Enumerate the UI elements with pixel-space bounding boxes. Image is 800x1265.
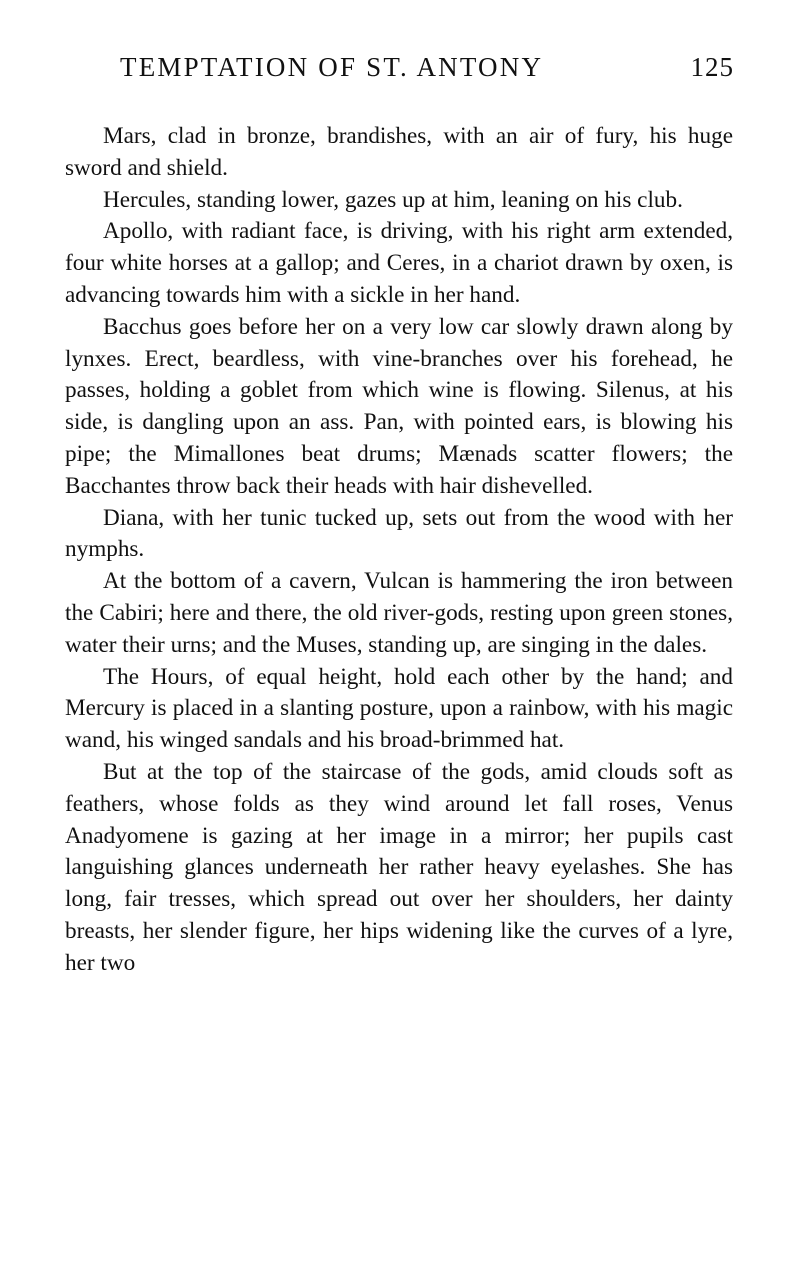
paragraph: But at the top of the staircase of the gods, amid clouds soft as feathers, whose folds as they wind around let fall roses, Venus Anadyomene is gazing at her image in a mirror; her pupils cast languishing glances underneath her rather heavy eyelashes. She has long, fair tresses, which spread out over her shoulders, her dainty breasts, her slender figure, her hips widening like the curves of a lyre, her two (65, 758, 733, 976)
page-number: 125 (690, 52, 734, 82)
running-head (62, 52, 734, 98)
paragraph: Bacchus goes before her on a very low car slowly drawn along by lynxes. Erect, beardless, with vine-branches over his forehead, he passes, holding a goblet from which wine is flowing. Silenus, at his side, is dangling upon an ass. Pan, with pointed ears, is blowing his pipe; the Mimallones beat drums; Mænads scatter flowers; the Bacchantes throw back their heads with hair dishevelled. (65, 313, 733, 499)
paragraph: Mars, clad in bronze, brandishes, with an air of fury, his huge sword and shield. (65, 123, 733, 181)
paragraph: Diana, with her tunic tucked up, sets out from the wood with her nymphs. (65, 504, 733, 563)
running-title: TEMPTATION OF ST. ANTONY (120, 52, 544, 82)
paragraph: At the bottom of a cavern, Vulcan is hammering the iron between the Cabiri; here and there, the old river-gods, resting upon green stones, water their urns; and the Muses, standing up, are singing in the dales. (65, 568, 733, 658)
paragraph: Apollo, with radiant face, is driving, with his right arm extended, four white horses at a gallop; and Ceres, in a chariot drawn by oxen, is advancing towards him with a sickle in her hand. (65, 218, 733, 308)
body-text (65, 121, 733, 980)
paragraph: The Hours, of equal height, hold each other by the hand; and Mercury is placed in a slanting posture, upon a rainbow, with his magic wand, his winged sandals and his broad-brimmed hat. (65, 663, 733, 754)
paragraph: Hercules, standing lower, gazes up at him, leaning on his club. (103, 186, 683, 213)
